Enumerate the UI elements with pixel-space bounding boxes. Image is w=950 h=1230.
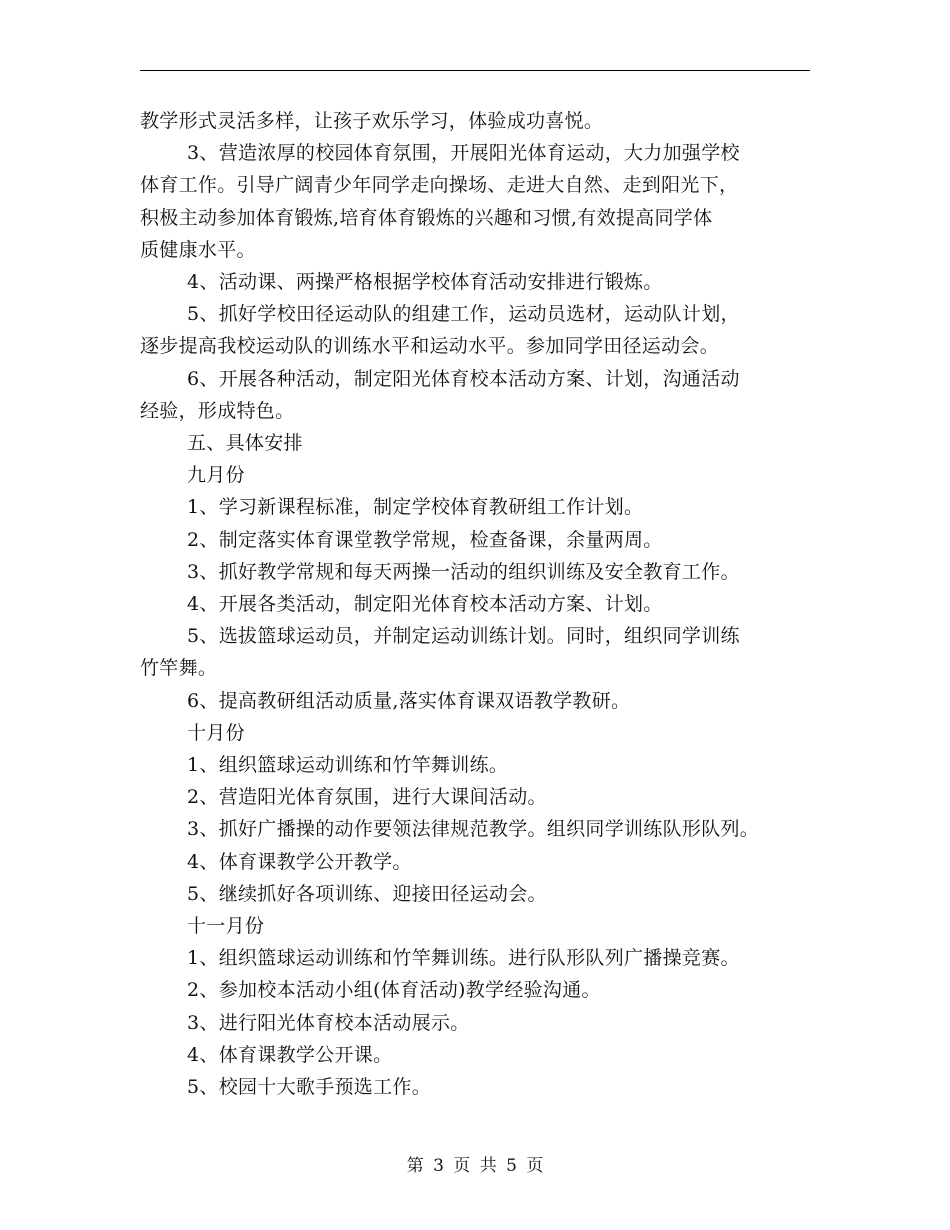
text-line: 6、开展各种活动，制定阳光体育校本活动方案、计划，沟通活动 xyxy=(187,367,740,390)
text-line: 2、营造阳光体育氛围，进行大课间活动。 xyxy=(187,786,547,809)
text-line: 2、参加校本活动小组(体育活动)教学经验沟通。 xyxy=(187,979,601,1002)
page-number-footer: 第 3 页 共 5 页 xyxy=(406,1156,544,1176)
text-line: 5、继续抓好各项训练、迎接田径运动会。 xyxy=(187,882,547,905)
text-line: 5、抓好学校田径运动队的组建工作，运动员选材，运动队计划， xyxy=(187,303,740,326)
text-line: 6、提高教研组活动质量,落实体育课双语教学教研。 xyxy=(187,689,631,712)
text-line: 1、组织篮球运动训练和竹竿舞训练。 xyxy=(187,754,509,777)
text-line: 竹竿舞。 xyxy=(140,657,218,680)
text-line: 逐步提高我校运动队的训练水平和运动水平。参加同学田径运动会。 xyxy=(140,335,720,358)
text-line: 1、学习新课程标准，制定学校体育教研组工作计划。 xyxy=(187,496,644,519)
month-heading: 十一月份 xyxy=(187,915,265,938)
document-body xyxy=(140,105,830,1103)
section-heading: 五、具体安排 xyxy=(187,432,303,455)
text-line: 教学形式灵活多样，让孩子欢乐学习，体验成功喜悦。 xyxy=(140,110,604,132)
text-line: 4、体育课教学公开课。 xyxy=(187,1043,393,1066)
text-line: 3、营造浓厚的校园体育氛围，开展阳光体育运动，大力加强学校 xyxy=(187,142,740,165)
text-line: 经验，形成特色。 xyxy=(140,399,295,422)
text-line: 5、选拔篮球运动员，并制定运动训练计划。同时，组织同学训练 xyxy=(187,625,740,648)
text-line: 质健康水平。 xyxy=(140,238,256,261)
text-line: 1、组织篮球运动训练和竹竿舞训练。进行队形队列广播操竞赛。 xyxy=(187,947,740,970)
text-line: 4、开展各类活动，制定阳光体育校本活动方案、计划。 xyxy=(187,593,663,616)
text-line: 体育工作。引导广阔青少年同学走向操场、走进大自然、走到阳光下， xyxy=(140,174,739,197)
text-line: 3、抓好教学常规和每天两操一活动的组织训练及安全教育工作。 xyxy=(187,560,740,583)
header-rule xyxy=(140,70,810,71)
text-line: 4、体育课教学公开教学。 xyxy=(187,850,412,873)
text-line: 积极主动参加体育锻炼,培育体育锻炼的兴趣和习惯,有效提高同学体 xyxy=(140,206,713,229)
month-heading: 九月份 xyxy=(187,464,245,487)
month-heading: 十月份 xyxy=(187,721,245,744)
text-line: 3、进行阳光体育校本活动展示。 xyxy=(187,1011,470,1034)
text-line: 3、抓好广播操的动作要领法律规范教学。组织同学训练队形队列。 xyxy=(187,818,760,841)
text-line: 5、校园十大歌手预选工作。 xyxy=(187,1076,431,1099)
text-line: 4、活动课、两操严格根据学校体育活动安排进行锻炼。 xyxy=(187,271,663,294)
text-line: 2、制定落实体育课堂教学常规，检查备课，余量两周。 xyxy=(187,528,663,551)
